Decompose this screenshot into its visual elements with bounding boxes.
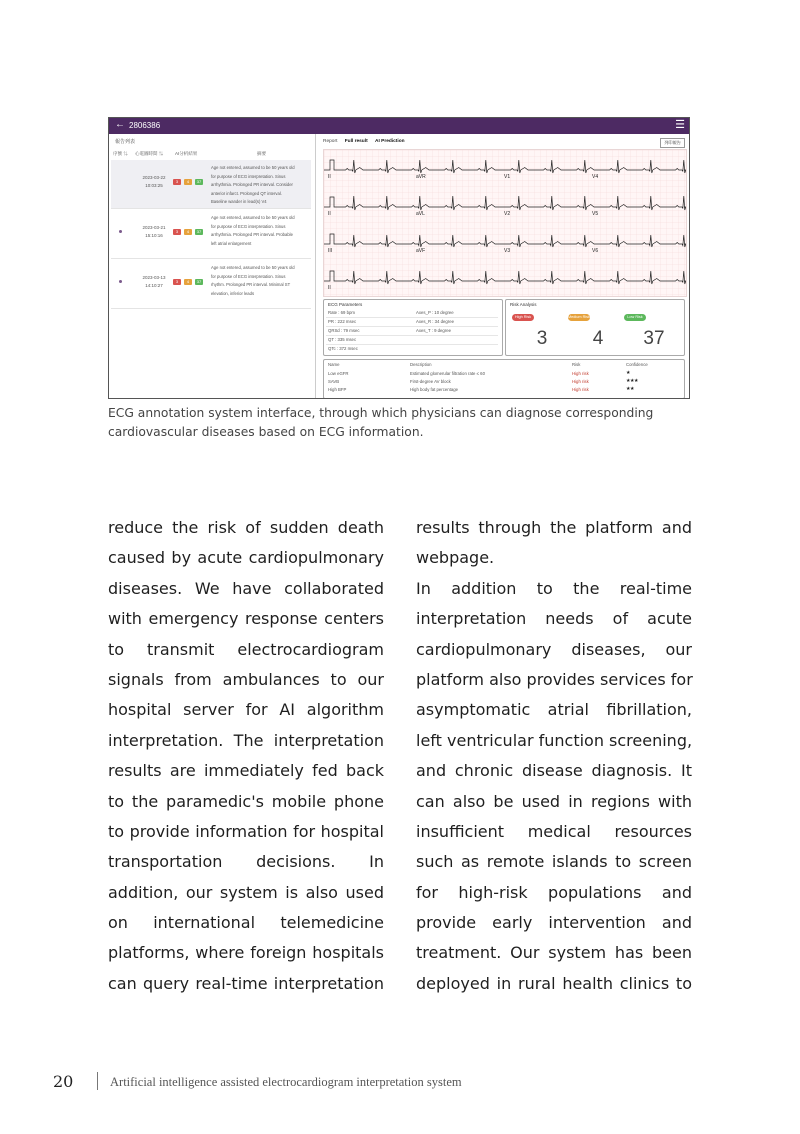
record-date: 2023-03-22 xyxy=(142,175,166,180)
line-text: to transmit electrocardiogram xyxy=(108,639,384,659)
body-text-line xyxy=(108,969,384,999)
footer-divider xyxy=(97,1072,98,1090)
table-cell-risk: High risk xyxy=(572,371,589,376)
low-risk-pill: Low Risk xyxy=(624,314,646,321)
lead-label: aVF xyxy=(416,248,426,254)
detail-tabs xyxy=(323,139,411,144)
line-text: can query real-time interpretation xyxy=(108,973,384,993)
risk-analysis-card xyxy=(505,299,685,356)
body-text-line xyxy=(108,817,384,847)
table-cell-description: First-degree AV block xyxy=(410,379,451,384)
line-text: for high-risk populations and xyxy=(416,882,692,902)
ecg-waveform-view xyxy=(323,149,687,297)
medium-risk-badge: 4 xyxy=(184,229,192,235)
report-record[interactable] xyxy=(111,260,311,309)
medium-risk-badge: 4 xyxy=(184,179,192,185)
param-axes-r: Axes_R : 34 degree xyxy=(416,319,454,324)
medium-risk-badge: 4 xyxy=(184,279,192,285)
body-text-line xyxy=(416,695,692,725)
line-text: results are immediately fed back xyxy=(108,761,384,781)
lead-label: V5 xyxy=(592,211,599,217)
ecg-trace-svg xyxy=(324,150,686,296)
lead-label: II xyxy=(328,285,331,291)
figure-caption xyxy=(108,404,692,442)
print-report-button[interactable]: 列印報告 xyxy=(660,138,685,148)
line-text: to provide information for hospital xyxy=(108,821,384,841)
line-text: caused by acute cardiopulmonary xyxy=(108,548,384,568)
tab-full-result[interactable]: Full result xyxy=(344,139,368,144)
high-risk-badge: 3 xyxy=(173,179,181,185)
body-text-line xyxy=(416,665,692,695)
body-text-line xyxy=(416,908,692,938)
ecg-detail-panel xyxy=(319,134,689,398)
col-header-confidence: Confidence xyxy=(626,362,648,367)
line-text: reduce the risk of sudden death xyxy=(108,518,384,537)
body-text-line xyxy=(108,908,384,938)
line-text: diseases. We have collaborated xyxy=(108,578,384,598)
low-risk-badge: 37 xyxy=(196,279,202,284)
param-rate: Rate : 69 bpm xyxy=(328,310,355,315)
table-cell-name: High BFP xyxy=(328,387,347,392)
patient-id: 2806386 xyxy=(129,121,161,130)
medium-risk-pill: Medium Risk xyxy=(568,315,590,319)
record-summary xyxy=(211,214,307,248)
tab-ai-prediction[interactable]: AI Prediction xyxy=(375,139,405,144)
high-risk-pill: High Risk xyxy=(512,314,534,321)
report-record[interactable] xyxy=(111,210,311,259)
summary-line: Baseline wander in lead(s) V4 xyxy=(211,199,267,204)
line-text: transportation decisions. In xyxy=(108,852,384,872)
line-text: In addition to the real-time xyxy=(416,578,692,598)
summary-line: Age not entered, assumed to be 50 years old xyxy=(211,165,295,170)
record-date: 2023-03-13 xyxy=(142,275,166,280)
body-text-line xyxy=(108,604,384,634)
summary-line: for purpose of ECG interpretation. Sinus xyxy=(211,173,286,179)
high-risk-badge: 3 xyxy=(173,229,181,235)
line-text: insufficient medical resources xyxy=(416,821,692,841)
lead-label: aVL xyxy=(416,211,425,217)
low-risk-badge: 37 xyxy=(196,179,202,184)
summary-line: Age not entered, assumed to be 50 years old xyxy=(211,215,295,220)
ecg-parameters-title: ECG Parameters xyxy=(328,302,363,307)
header-ai-result: AI分析結果 xyxy=(175,151,198,156)
table-cell-name: Low eGFR xyxy=(328,371,349,376)
summary-line: for purpose of ECG interpretation. Sinus xyxy=(211,273,286,279)
line-text: asymptomatic atrial fibrillation, xyxy=(416,700,692,720)
summary-line: arrhythmia. Prolonged PR interval. Probable xyxy=(211,232,293,237)
back-arrow-icon[interactable]: ← xyxy=(115,119,125,130)
risk-analysis-title: Risk Analysis xyxy=(510,302,537,307)
lead-label: V3 xyxy=(504,248,511,254)
lead-label: III xyxy=(328,248,333,254)
low-risk-count: 37 xyxy=(643,328,665,349)
summary-line: Age not entered, assumed to be 50 years old xyxy=(211,265,295,270)
record-date: 2023-03-21 xyxy=(142,225,166,230)
summary-line: arrhythmia. Prolonged PR interval. Consider xyxy=(211,182,293,187)
report-list-title: 報告列表 xyxy=(115,139,136,145)
confidence-stars: ★★ xyxy=(626,386,634,392)
tab-report[interactable]: Report xyxy=(323,139,338,144)
body-text-line xyxy=(416,787,692,817)
line-text: platforms, where foreign hospitals xyxy=(108,943,384,963)
unread-dot-icon xyxy=(119,230,122,233)
body-text-line xyxy=(416,543,692,573)
record-datetime xyxy=(137,224,171,240)
header-summary: 摘要 xyxy=(257,151,266,156)
col-header-name: Name xyxy=(328,362,340,367)
param-qtc: QTc : 372 msec xyxy=(328,346,358,351)
table-cell-name: SAVB xyxy=(328,379,340,384)
body-text-line xyxy=(416,817,692,847)
app-header-bar xyxy=(109,118,689,134)
table-cell-description: High body fat percentage xyxy=(410,387,459,392)
line-text: interpretation needs of acute xyxy=(416,609,692,629)
record-summary xyxy=(211,164,307,207)
line-text: can also be used in regions with xyxy=(416,791,692,811)
record-summary xyxy=(211,264,307,298)
summary-line: for purpose of ECG interpretation. Sinus xyxy=(211,223,286,229)
prediction-table xyxy=(323,359,685,399)
line-text: such as remote islands to screen xyxy=(416,852,692,872)
line-text: signals from ambulances to our xyxy=(108,669,384,689)
confidence-stars: ★★★ xyxy=(626,378,638,384)
page-number: 20 xyxy=(53,1072,74,1091)
lead-label: II xyxy=(328,211,331,217)
ecg-parameters-card xyxy=(323,299,503,356)
param-axes-t: Axes_T : 9 degree xyxy=(416,328,452,333)
report-record[interactable] xyxy=(111,160,311,209)
line-text: treatment. Our system has been xyxy=(416,943,692,963)
lead-label: V2 xyxy=(504,211,511,217)
line-text: hospital server for AI algorithm xyxy=(108,700,384,720)
body-column-right xyxy=(416,513,692,999)
high-risk-badge: 3 xyxy=(173,279,181,285)
line-text: deployed in rural health clinics to xyxy=(416,973,692,993)
param-qt: QT : 335 msec xyxy=(328,337,357,342)
record-datetime xyxy=(137,274,171,290)
table-cell-description: Estimated glomerular filtration rate ≤ 60 xyxy=(410,371,485,376)
lead-label: aVR xyxy=(416,174,426,180)
running-title: Artificial intelligence assisted electrocardiogram interpretation system xyxy=(110,1075,462,1089)
body-text-line xyxy=(416,635,692,665)
body-text-line xyxy=(416,969,692,999)
lead-label: V4 xyxy=(592,174,599,180)
caption-line: ECG annotation system interface, through which physicians can diagnose corresponding xyxy=(108,406,654,420)
menu-icon[interactable]: ☰ xyxy=(675,119,685,131)
record-time: 15:10:16 xyxy=(145,233,163,238)
body-text-line xyxy=(416,847,692,877)
medium-risk-count: 4 xyxy=(592,328,604,349)
body-text-line xyxy=(108,847,384,877)
high-risk-count: 3 xyxy=(536,328,548,349)
line-text: addition, our system is also used xyxy=(108,882,384,902)
body-text-line xyxy=(416,604,692,634)
body-text-line xyxy=(416,513,692,543)
param-axes-p: Axes_P : 10 degree xyxy=(416,310,454,315)
line-text: and chronic disease diagnosis. It xyxy=(416,761,692,781)
body-text-line xyxy=(416,726,692,756)
body-text-line xyxy=(108,665,384,695)
summary-line: elevation, inferior leads xyxy=(211,290,255,296)
col-header-risk: Risk xyxy=(572,362,581,367)
lead-label: V1 xyxy=(504,174,511,180)
table-cell-risk: High risk xyxy=(572,379,589,384)
line-text: platform also provides services for xyxy=(416,669,693,689)
body-text-line xyxy=(108,726,384,756)
lead-label: V6 xyxy=(592,248,599,254)
body-text-line xyxy=(108,938,384,968)
line-text: left ventricular function screening, xyxy=(416,730,693,750)
body-text-line xyxy=(108,513,384,543)
line-text: interpretation. The interpretation xyxy=(108,730,384,750)
body-text-line xyxy=(108,878,384,908)
line-text: with emergency response centers xyxy=(108,609,384,629)
body-text-line xyxy=(108,695,384,725)
line-text: on international telemedicine xyxy=(108,913,384,933)
header-ecg-time[interactable]: 心電圖時間 ⇅ xyxy=(135,151,164,156)
table-cell-risk: High risk xyxy=(572,387,589,392)
body-text-line xyxy=(108,543,384,573)
body-text-line xyxy=(416,574,692,604)
summary-line: left atrial enlargement xyxy=(211,240,252,246)
record-time: 14:10:27 xyxy=(145,283,163,288)
body-text-line xyxy=(108,574,384,604)
confidence-stars: ★ xyxy=(626,370,630,376)
body-text-line xyxy=(416,756,692,786)
col-header-description: Description xyxy=(410,362,432,367)
line-text: results through the platform and xyxy=(416,518,692,537)
body-text-line xyxy=(108,787,384,817)
line-text: provide early intervention and xyxy=(416,913,692,933)
ecg-system-screenshot xyxy=(108,117,690,399)
summary-line: rhythm. Prolonged PR interval. Minimal ST xyxy=(211,282,291,287)
summary-line: anterior infarct. Prolonged QT interval. xyxy=(211,190,282,196)
body-text-line xyxy=(108,756,384,786)
record-time: 10:03:25 xyxy=(145,183,163,188)
line-text: to the paramedic's mobile phone xyxy=(108,791,384,811)
body-column-left xyxy=(108,513,384,999)
line-text: cardiopulmonary diseases, our xyxy=(416,639,692,659)
lead-label: II xyxy=(328,174,331,180)
report-list-panel xyxy=(109,134,316,398)
unread-dot-icon xyxy=(119,280,122,283)
body-text-line xyxy=(416,938,692,968)
low-risk-badge: 37 xyxy=(196,229,202,234)
line-text: webpage. xyxy=(416,548,495,568)
param-qrsd: QRSd : 79 msec xyxy=(328,328,360,333)
header-index[interactable]: 序號 ⇅ xyxy=(113,151,128,156)
record-datetime xyxy=(137,174,171,190)
param-pr: PR : 222 msec xyxy=(328,319,357,324)
caption-line: cardiovascular diseases based on ECG information. xyxy=(108,425,424,439)
body-text-line xyxy=(108,635,384,665)
body-text-line xyxy=(416,878,692,908)
